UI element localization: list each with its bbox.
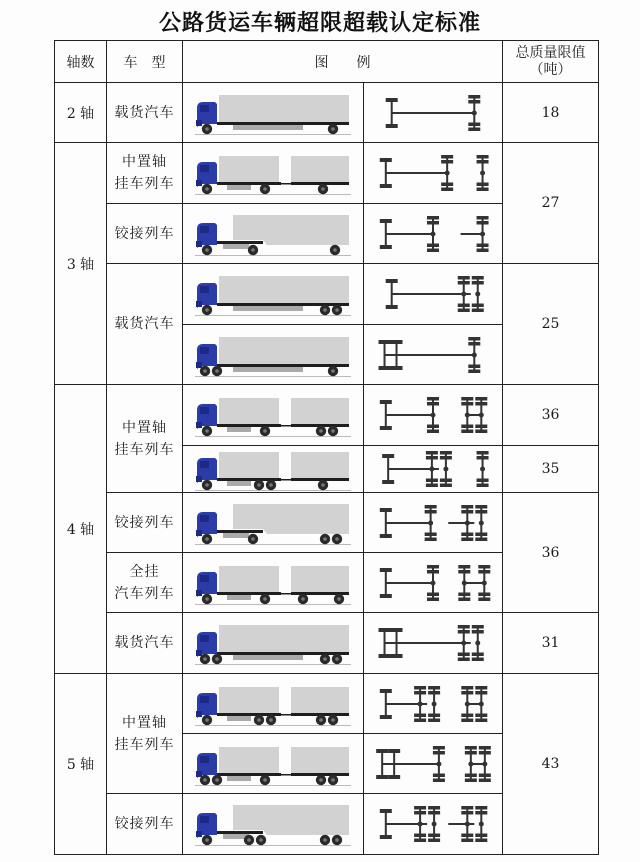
table-row (55, 493, 599, 553)
vehicle-type: 铰接列车 (107, 493, 183, 553)
axle-layout-icon (374, 500, 492, 546)
vehicle-type: 中置轴 挂车列车 (107, 143, 183, 204)
truck-icon (193, 500, 353, 546)
truck-icon (193, 150, 353, 196)
table-row (55, 83, 599, 143)
axle-count: 5 轴 (55, 674, 107, 855)
vehicle-illustration (183, 83, 364, 143)
header-illustration: 图 例 (183, 41, 503, 83)
axle-diagram (364, 734, 503, 794)
vehicle-illustration (183, 553, 364, 613)
vehicle-illustration (183, 143, 364, 204)
axle-layout-icon (374, 332, 492, 378)
mass-limit: 31 (503, 613, 599, 674)
axle-count: 4 轴 (55, 385, 107, 674)
vehicle-type: 铰接列车 (107, 794, 183, 855)
axle-layout-icon (374, 150, 492, 196)
truck-icon (193, 741, 353, 787)
axle-layout-icon (374, 741, 492, 787)
vehicle-type: 载货汽车 (107, 613, 183, 674)
edge-fade (610, 0, 640, 862)
truck-icon (193, 620, 353, 666)
header-limit-unit: （吨） (529, 61, 572, 78)
truck-icon (193, 392, 353, 438)
vehicle-illustration (183, 446, 364, 493)
vehicle-type: 载货汽车 (107, 264, 183, 385)
axle-layout-icon (374, 211, 492, 257)
axle-diagram (364, 385, 503, 446)
header-limit (503, 41, 599, 83)
axle-diagram (364, 143, 503, 204)
table-row (55, 385, 599, 446)
axle-diagram (364, 204, 503, 264)
axle-count: 2 轴 (55, 83, 107, 143)
vehicle-illustration (183, 204, 364, 264)
vehicle-type: 中置轴 挂车列车 (107, 385, 183, 493)
axle-diagram (364, 613, 503, 674)
vehicle-type: 铰接列车 (107, 204, 183, 264)
page-title: 公路货运车辆超限超载认定标准 (158, 11, 481, 36)
vehicle-type: 全挂 汽车列车 (107, 553, 183, 613)
vehicle-type: 载货汽车 (107, 83, 183, 143)
vehicle-illustration (183, 794, 364, 855)
table-row (55, 264, 599, 325)
vehicle-illustration (183, 734, 364, 794)
vehicle-type: 中置轴 挂车列车 (107, 674, 183, 794)
vehicle-illustration (183, 325, 364, 385)
vehicle-illustration (183, 674, 364, 734)
axle-diagram (364, 264, 503, 325)
table-row (55, 613, 599, 674)
axle-diagram (364, 674, 503, 734)
axle-layout-icon (374, 392, 492, 438)
overload-standard-table (54, 40, 599, 855)
axle-layout-icon (374, 801, 492, 847)
vehicle-illustration (183, 613, 364, 674)
mass-limit: 36 (503, 493, 599, 613)
vehicle-illustration (183, 264, 364, 325)
mass-limit: 43 (503, 674, 599, 855)
truck-icon (193, 446, 353, 492)
axle-layout-icon (374, 681, 492, 727)
axle-layout-icon (374, 90, 492, 136)
table-row (55, 143, 599, 204)
mass-limit: 36 (503, 385, 599, 446)
mass-limit: 35 (503, 446, 599, 493)
vehicle-illustration (183, 493, 364, 553)
header-type: 车 型 (107, 41, 183, 83)
header-limit-label: 总质量限值 (515, 44, 586, 61)
vehicle-illustration (183, 385, 364, 446)
axle-layout-icon (374, 620, 492, 666)
axle-layout-icon (374, 446, 492, 492)
header-axles: 轴数 (55, 41, 107, 83)
axle-count: 3 轴 (55, 143, 107, 385)
truck-icon (193, 681, 353, 727)
truck-icon (193, 560, 353, 606)
mass-limit: 18 (503, 83, 599, 143)
axle-diagram (364, 446, 503, 493)
header-row (55, 41, 599, 83)
axle-layout-icon (374, 560, 492, 606)
truck-icon (193, 211, 353, 257)
axle-diagram (364, 325, 503, 385)
axle-diagram (364, 553, 503, 613)
mass-limit: 25 (503, 264, 599, 385)
truck-icon (193, 90, 353, 136)
axle-layout-icon (374, 271, 492, 317)
truck-icon (193, 271, 353, 317)
table-row (55, 674, 599, 734)
truck-icon (193, 332, 353, 378)
axle-diagram (364, 83, 503, 143)
mass-limit: 27 (503, 143, 599, 264)
truck-icon (193, 801, 353, 847)
axle-diagram (364, 493, 503, 553)
axle-diagram (364, 794, 503, 855)
